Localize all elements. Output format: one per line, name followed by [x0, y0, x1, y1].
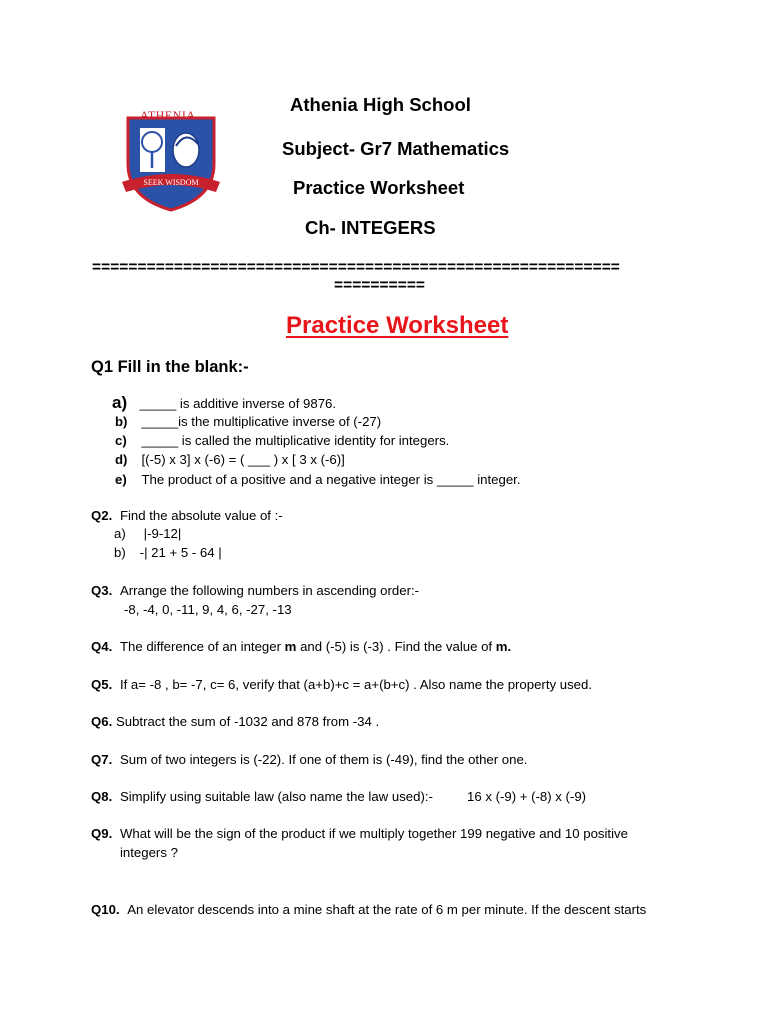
q8-number: Q8.	[91, 789, 113, 804]
q4-text-mid: and (-5) is (-3) . Find the value of	[300, 639, 493, 654]
q9-text-line2: integers ?	[120, 845, 178, 860]
q2-item-a	[114, 526, 181, 541]
item-text: _____ is additive inverse of 9876.	[139, 396, 337, 411]
q9-number: Q9.	[91, 826, 113, 841]
q7-question	[91, 752, 527, 767]
q8-question	[91, 789, 433, 804]
q1-heading: Q1 Fill in the blank:-	[91, 358, 249, 376]
svg-text:SEEK WISDOM: SEEK WISDOM	[143, 178, 199, 187]
q1-item-a	[112, 393, 336, 413]
q6-text: Subtract the sum of -1032 and 878 from -34 .	[115, 714, 380, 729]
q4-question	[91, 639, 511, 654]
logo-top-text: ATHENIA	[140, 108, 196, 122]
q2-number: Q2.	[91, 508, 113, 523]
item-text: [(-5) x 3] x (-6) = ( ___ ) x [ 3 x (-6)]	[141, 452, 345, 467]
q6-question	[91, 714, 379, 729]
q2-item-b	[114, 545, 222, 560]
item-label: d)	[115, 452, 128, 467]
q7-text: Sum of two integers is (-22). If one of them is (-49), find the other one.	[119, 752, 528, 767]
q1-item-c	[115, 432, 449, 450]
separator-line-1: ==========================================================	[92, 259, 620, 276]
q3-text: Arrange the following numbers in ascending order:-	[119, 583, 420, 598]
item-label: b)	[114, 545, 126, 560]
q10-number: Q10.	[91, 902, 120, 917]
subject-title: Subject- Gr7 Mathematics	[282, 138, 510, 159]
item-text: _____ is called the multiplicative identity for integers.	[141, 433, 450, 448]
q7-number: Q7.	[91, 752, 113, 767]
practice-worksheet-heading: Practice Worksheet	[286, 312, 509, 339]
item-text: _____is the multiplicative inverse of (-27)	[141, 414, 382, 429]
q10-text: An elevator descends into a mine shaft at the rate of 6 m per minute. If the descent starts	[127, 902, 647, 917]
q10-question	[91, 902, 646, 917]
q8-text: Simplify using suitable law (also name the law used):-	[119, 789, 433, 804]
q9-question	[91, 826, 628, 841]
item-label: a)	[112, 393, 128, 412]
worksheet-title: Practice Worksheet	[293, 177, 465, 198]
item-label: a)	[114, 526, 126, 541]
q4-var-m: m	[284, 639, 297, 654]
item-text: The product of a positive and a negative integer is _____ integer.	[141, 472, 521, 487]
item-label: b)	[115, 414, 128, 429]
q8-expression: 16 x (-9) + (-8) x (-9)	[467, 789, 587, 804]
q3-question	[91, 583, 419, 598]
q5-question	[91, 677, 592, 692]
q3-numbers: -8, -4, 0, -11, 9, 4, 6, -27, -13	[124, 602, 292, 617]
item-text: |-9-12|	[143, 526, 182, 541]
q1-item-d	[115, 451, 345, 469]
item-text: -| 21 + 5 - 64 |	[139, 545, 222, 560]
q5-number: Q5.	[91, 677, 113, 692]
separator-line-2: ==========	[334, 277, 426, 294]
q5-text: If a= -8 , b= -7, c= 6, verify that (a+b)+c = a+(b+c) . Also name the property used.	[119, 677, 593, 692]
q4-number: Q4.	[91, 639, 113, 654]
school-logo	[118, 106, 224, 212]
school-name: Athenia High School	[290, 94, 471, 115]
q4-var-m-end: m.	[495, 639, 512, 654]
item-label: c)	[115, 433, 127, 448]
q1-item-b	[115, 413, 381, 431]
q2-text: Find the absolute value of :-	[119, 508, 283, 523]
q6-number: Q6.	[91, 714, 113, 729]
q4-text-before: The difference of an integer	[119, 639, 281, 654]
chapter-title: Ch- INTEGERS	[305, 217, 436, 238]
q3-number: Q3.	[91, 583, 113, 598]
item-label: e)	[115, 472, 127, 487]
q9-text-line1: What will be the sign of the product if we multiply together 199 negative and 10 positive	[119, 826, 628, 841]
q1-item-e	[115, 471, 520, 489]
q2-question	[91, 508, 283, 523]
